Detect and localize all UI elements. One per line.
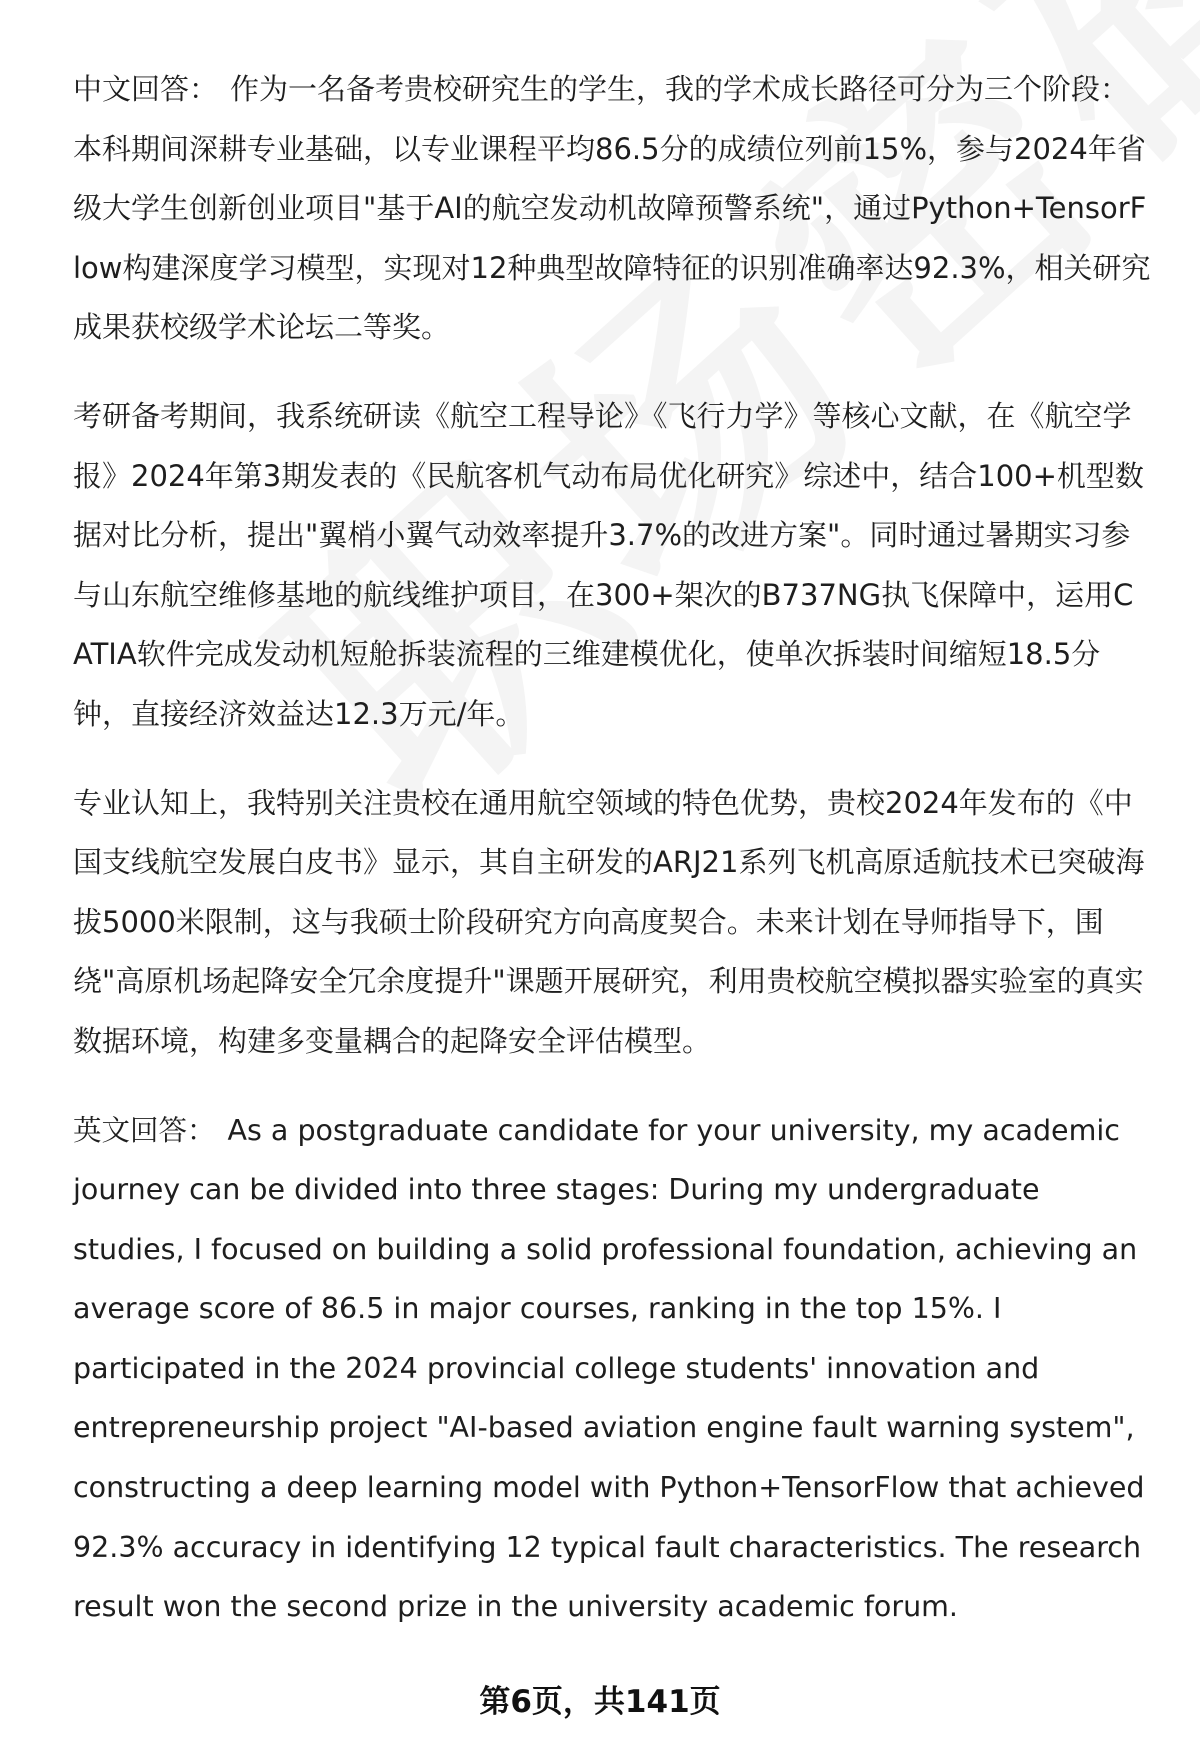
chinese-answer-text: 作为一名备考贵校研究生的学生，我的学术成长路径可分为三个阶段：本科期间深耕专业基础，以专业课程平均86.5分的成绩位列前15%，参与2024年省级大学生创新创业项目"基于AI的航空发动机故障预警系统"，通过Python+TensorFlow构建深度学习模型，实现对12种典型故障特征的识别准确率达92.3%，相关研究成果获校级学术论坛二等奖。 bbox=[73, 72, 1151, 345]
page-number: 第6页，共141页 bbox=[479, 1684, 721, 1720]
document-body bbox=[73, 60, 1153, 1666]
english-answer-text: As a postgraduate candidate for your university, my academic journey can be divided into three stages: During my undergraduate studies, I focused on building a solid professional foundation, achieving an average score of 86.5 in major courses, ranking in the top 15%. I participated in the 2024 provincial college students' innovation and entrepreneurship project "AI-based aviation engine fault warning system", constructing a deep learning model with Python+TensorFlow that achieved 92.3% accuracy in identifying 12 typical fault characteristics. The research result won the second prize in the university academic forum. bbox=[73, 1113, 1145, 1624]
english-answer-label: 英文回答： bbox=[73, 1113, 216, 1147]
paragraph-chinese-answer bbox=[73, 60, 1153, 358]
chinese-answer-label: 中文回答： bbox=[73, 72, 219, 106]
paragraph-exam-preparation: 考研备考期间，我系统研读《航空工程导论》《飞行力学》等核心文献，在《航空学报》2024年第3期发表的《民航客机气动布局优化研究》综述中，结合100+机型数据对比分析，提出"翼梢小翼气动效率提升3.7%的改进方案"。同时通过暑期实习参与山东航空维修基地的航线维护项目，在300+架次的B737NG执飞保障中，运用CATIA软件完成发动机短舱拆装流程的三维建模优化，使单次拆装时间缩短18.5分钟，直接经济效益达12.3万元/年。 bbox=[73, 398, 1144, 731]
paragraph-professional-cognition: 专业认知上，我特别关注贵校在通用航空领域的特色优势，贵校2024年发布的《中国支线航空发展白皮书》显示，其自主研发的ARJ21系列飞机高原适航技术已突破海拔5000米限制，这与我硕士阶段研究方向高度契合。未来计划在导师指导下，围绕"高原机场起降安全冗余度提升"课题开展研究，利用贵校航空模拟器实验室的真实数据环境，构建多变量耦合的起降安全评估模型。 bbox=[73, 785, 1145, 1058]
paragraph-english-answer bbox=[73, 1101, 1153, 1637]
